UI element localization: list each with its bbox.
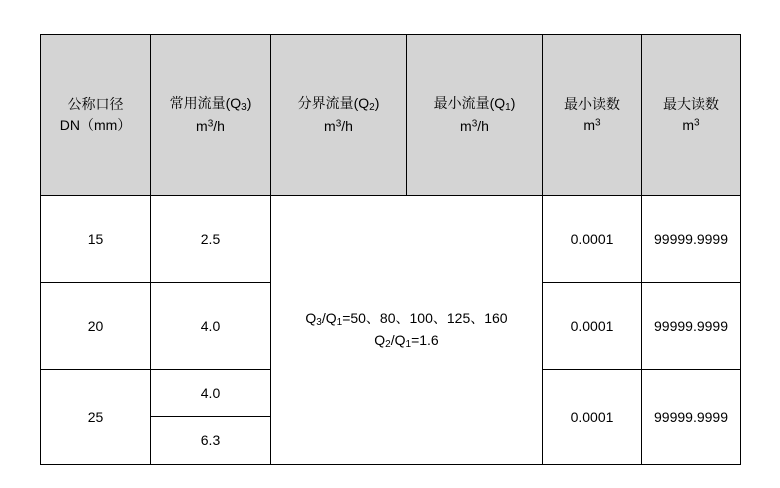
flow-ratio-line-1: $Q_3/Q_1=50$、80、100、125、160 bbox=[305, 309, 508, 328]
header-cell-min-reading bbox=[543, 35, 642, 196]
header-line-1: 公称口径 bbox=[67, 96, 124, 112]
cell-q3: 2.5 bbox=[151, 196, 271, 283]
cell-max-reading: 99999.9999 bbox=[642, 370, 741, 465]
header-line-1: 最小读数 bbox=[564, 96, 620, 112]
table-row bbox=[41, 196, 741, 283]
header-cell-permanent-flow bbox=[151, 35, 271, 196]
header-cell-nominal-diameter bbox=[41, 35, 151, 196]
cell-dn: 25 bbox=[41, 370, 151, 465]
header-cell-max-reading bbox=[642, 35, 741, 196]
cell-q3: 4.0 bbox=[151, 283, 271, 370]
water-meter-spec-table bbox=[40, 34, 741, 465]
header-line-2: $m^3/h$ bbox=[460, 117, 489, 134]
header-line-2: $m^3/h$ bbox=[196, 117, 225, 134]
header-line-2: $m^3$ bbox=[682, 117, 700, 133]
cell-min-reading: 0.0001 bbox=[543, 370, 642, 465]
cell-max-reading: 99999.9999 bbox=[642, 283, 741, 370]
header-line-1: 最小流量$(Q_1)$ bbox=[433, 95, 516, 114]
header-line-2: DN（mm） bbox=[59, 117, 132, 133]
header-cell-minimum-flow bbox=[407, 35, 543, 196]
cell-flow-ratio-note bbox=[271, 196, 543, 465]
header-line-1: 最大读数 bbox=[663, 96, 719, 112]
cell-min-reading: 0.0001 bbox=[543, 283, 642, 370]
cell-dn: 20 bbox=[41, 283, 151, 370]
header-cell-transitional-flow bbox=[271, 35, 407, 196]
cell-q3: 6.3 bbox=[151, 417, 271, 465]
cell-dn: 15 bbox=[41, 196, 151, 283]
header-line-2: $m^3$ bbox=[583, 117, 601, 133]
cell-max-reading: 99999.9999 bbox=[642, 196, 741, 283]
header-line-1: 分界流量$(Q_2)$ bbox=[297, 95, 380, 114]
flow-ratio-line-2: $Q_2/Q_1=1.6$ bbox=[374, 332, 439, 351]
table-header-row bbox=[41, 35, 741, 196]
header-line-1: 常用流量$(Q_3)$ bbox=[169, 95, 252, 114]
header-line-2: $m^3/h$ bbox=[324, 117, 353, 134]
cell-q3: 4.0 bbox=[151, 370, 271, 417]
cell-min-reading: 0.0001 bbox=[543, 196, 642, 283]
